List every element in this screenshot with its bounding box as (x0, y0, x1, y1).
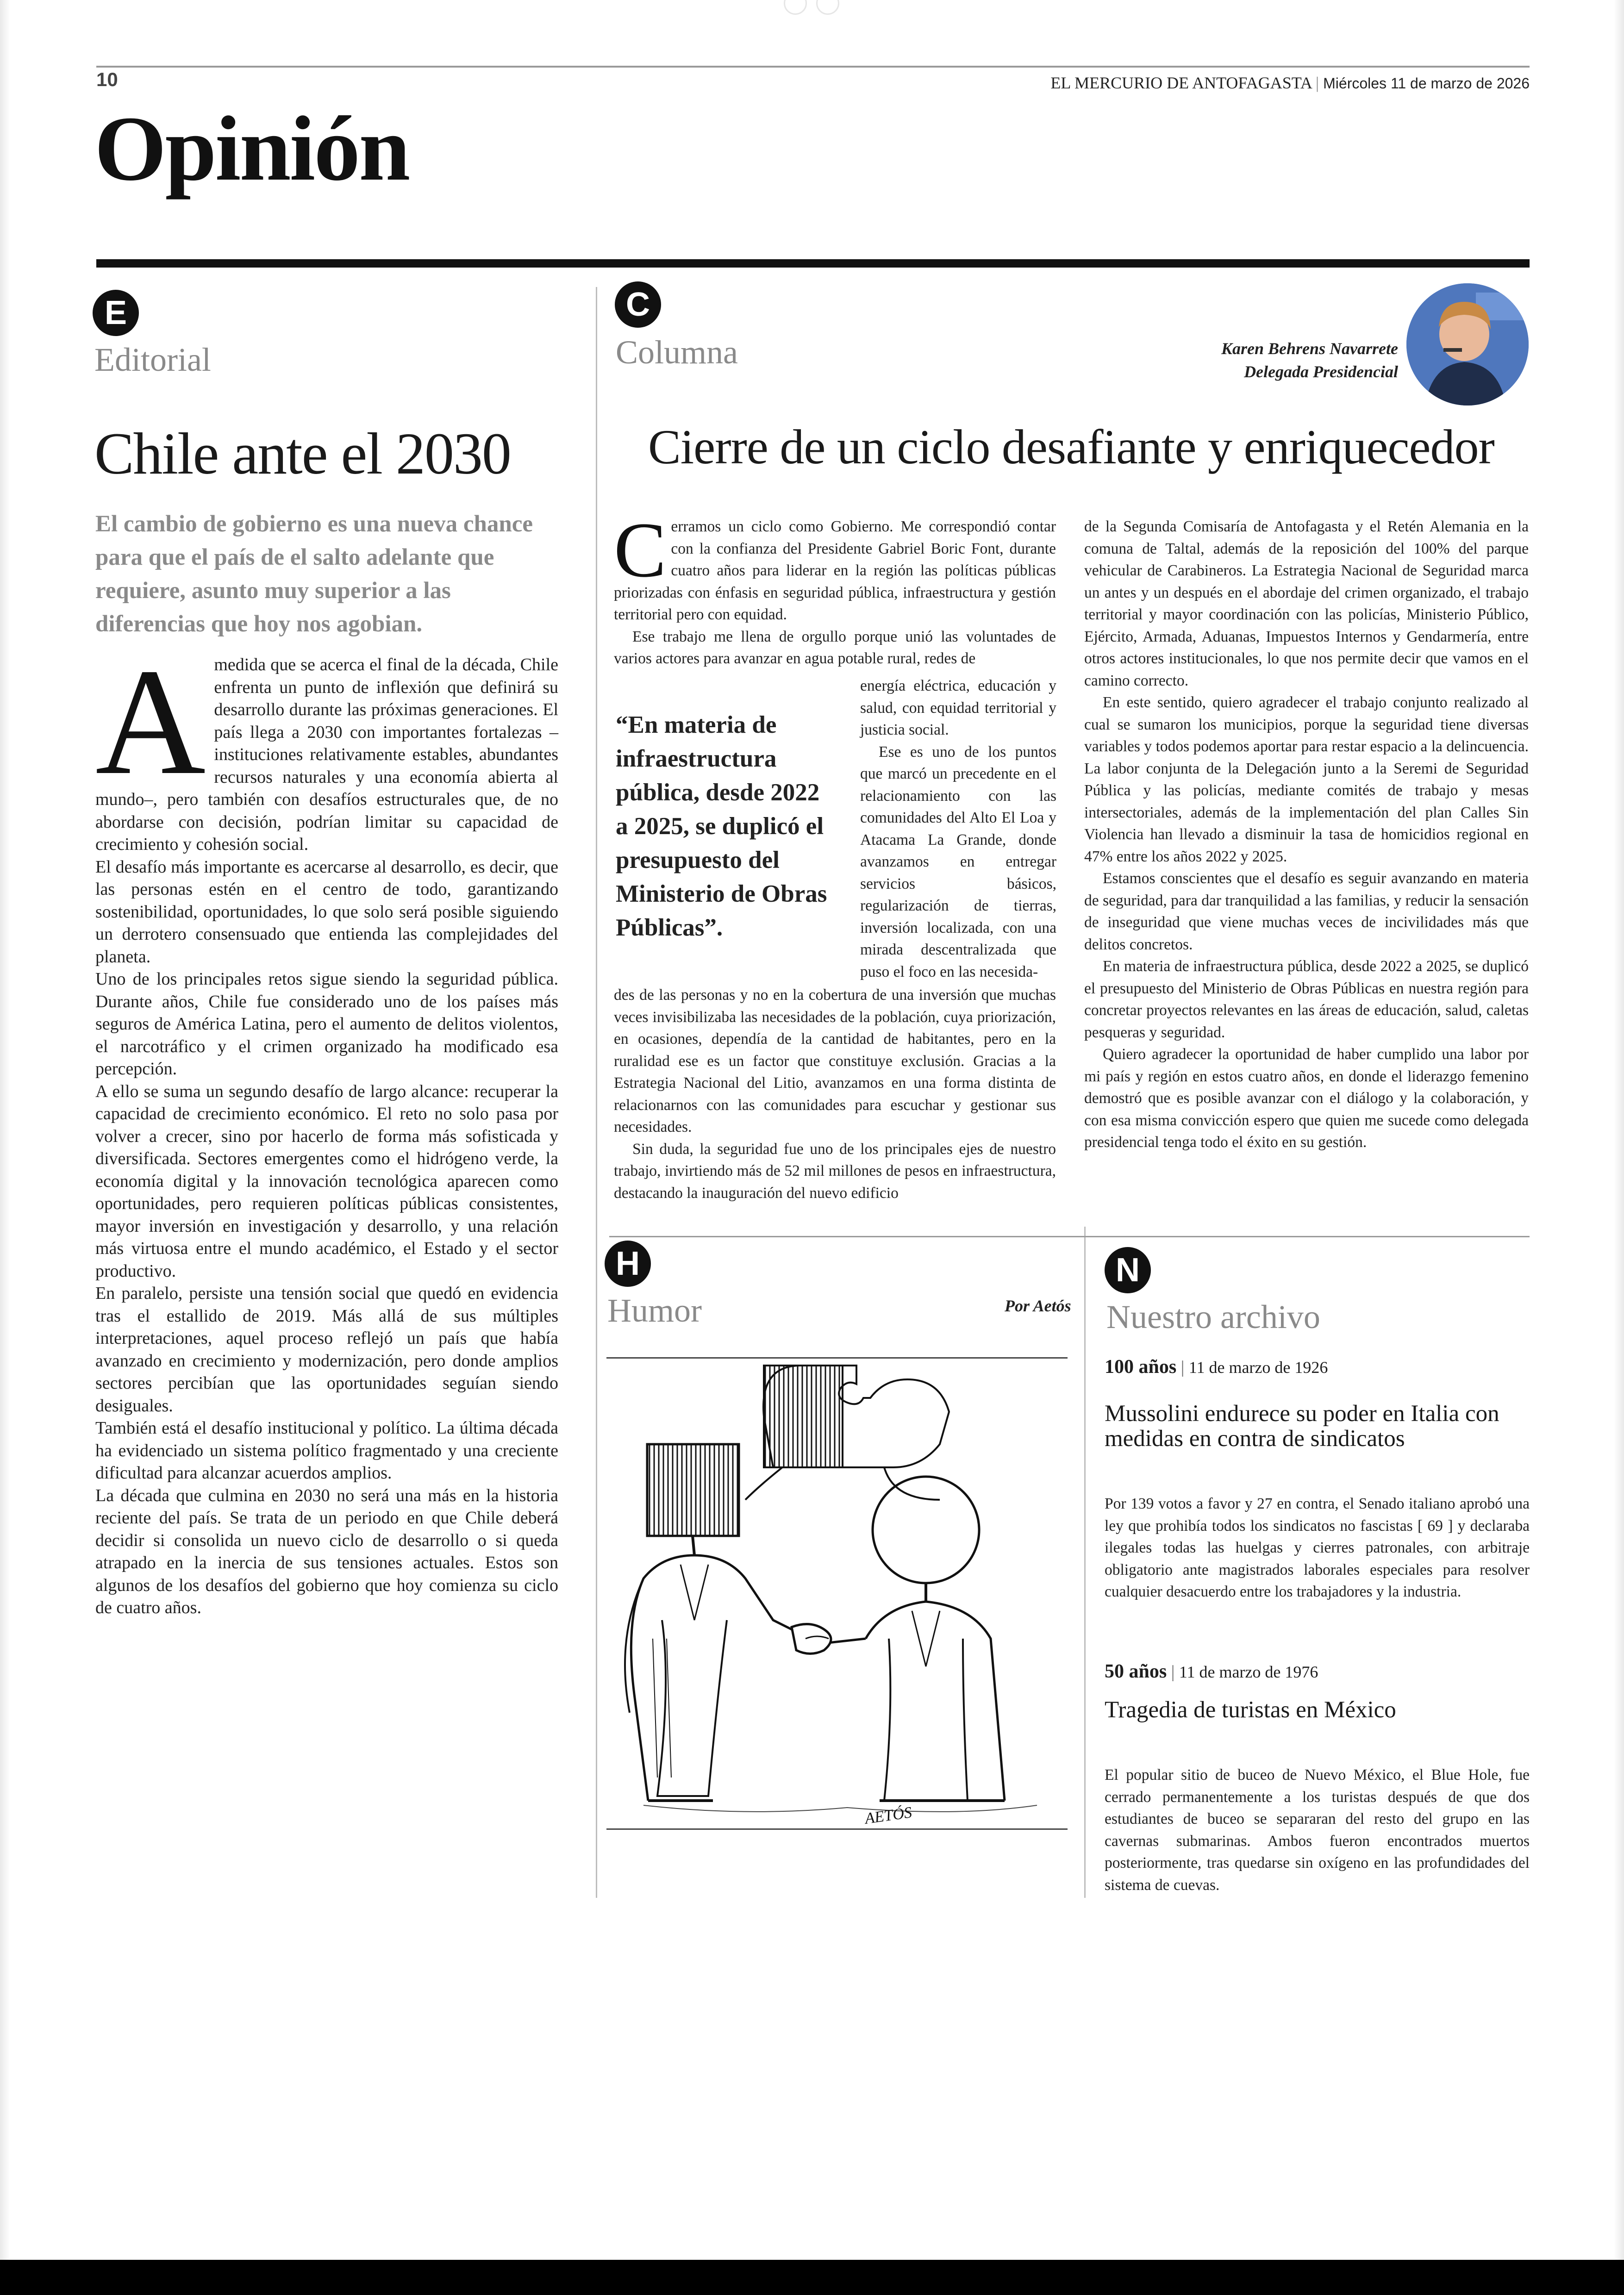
archive-headline: Tragedia de turistas en México (1105, 1697, 1396, 1723)
column-badge: C (615, 281, 661, 328)
editorial-badge: E (93, 290, 139, 336)
archive-years: 50 años (1105, 1661, 1167, 1682)
column-dropcap: C (614, 506, 667, 593)
column-paragraph: En este sentido, quiero agradecer el trabajo conjunto realizado al cual se sumaron los municipios, porque la seguridad tiene diversas variables y todos podemos aportar para restar espacio a la delincuencia. La labor conjunta de la Delegación junto a la Seremi de Seguridad Pública y las policías, mediante comités de trabajo y mesas intersectoriales, además de la implementación del plan Calles Sin Violencia han llevado a disminuir la tasa de homicidios regional en 47% entre los años 2022 y 2025. (1084, 694, 1529, 865)
editorial-paragraph: Uno de los principales retos sigue siendo la seguridad pública. Durante años, Chile fue considerado uno de los países más seguros de América Latina, pero el aumento de delitos violentos, el narcotráfico y el crimen organizado ha modificado esa percepción. (95, 969, 558, 1079)
column-body-side (860, 675, 1056, 983)
page-left-shadow (0, 0, 10, 2295)
archive-body: El popular sitio de buceo de Nuevo México, el Blue Hole, fue cerrado permanentemente a los turistas después de que dos estudiantes de buceo se separaran del resto del grupo en las cavernas submarinas. Ambos fueron encontrados muertos posteriormente, tras quedarse sin oxígeno en las profundidades del sistema de cuevas. (1105, 1766, 1530, 1894)
column-paragraph: Estamos conscientes que el desafío es seguir avanzando en materia de seguridad, para dar tranquilidad a las familias, y reducir la sensación de inseguridad que viene muchas veces de incivilidades más que delitos concretos. (1084, 870, 1529, 953)
archive-item-meta: 50 años | 11 de marzo de 1976 (1105, 1661, 1318, 1682)
column-paragraph: Quiero agradecer la oportunidad de haber cumplido una labor por mi país y región en estos cuatro años, en donde el liderazgo femenino demostró que es posible avanzar con el diálogo y la colaboración, y con esa misma convicción espero que quien me sucede como delegada presidencial tenga todo el éxito en su gestión. (1084, 1046, 1529, 1151)
humor-label: Humor (607, 1292, 702, 1329)
cartoon-signature: AETÓS (863, 1804, 913, 1827)
humor-top-rule (606, 1357, 1068, 1359)
editorial-deck: El cambio de gobierno es una nueva chance para que el país de el salto adelante que requiere, asunto muy superior a las diferencias que hoy nos agobian. (95, 511, 533, 637)
humor-byline: Por Aetós (1005, 1297, 1071, 1315)
editorial-paragraph: medida que se acerca el final de la década, Chile enfrenta un punto de inflexión que definirá su desarrollo durante las próximas generaciones. El país llega a 2030 con importantes fortalezas –instituciones relativamente estables, abundantes recursos naturales y una economía abierta al mundo–, pero también con desafíos estructurales que, de no abordarse con decisión, podrían limitar su capacidad de crecimiento y cohesión social. (95, 655, 558, 854)
column-label: Columna (616, 334, 738, 371)
column-body-right (1084, 516, 1529, 1154)
editorial-body (95, 637, 558, 1619)
archive-item (1105, 1660, 1530, 1896)
masthead: EL MERCURIO DE ANTOFAGASTA | Miércoles 11 de marzo de 2026 (1050, 74, 1530, 92)
editorial-paragraph: La década que culmina en 2030 no será una más en la historia reciente del país. Se trata de un periodo en que Chile deberá decidir si consolida un nuevo ciclo de desarrollo o si queda atrapado en la inercia de sus tensiones actuales. Estos son algunos de los desafíos del gobierno que hoy comienza su ciclo de cuatro años. (95, 1485, 558, 1617)
column-paragraph: des de las personas y no en la cobertura de una inversión que muchas veces invisibilizaba las necesidades de la población, cuya priorización, en ocasiones, dependía de la cantidad de habitantes, pero en la ruralidad ese es un factor que constituye exclusión. Gracias a la Estrategia Nacional del Litio, avanzamos en una forma distinta de relacionarnos con las comunidades para escuchar y gestionar sus necesidades. (614, 986, 1056, 1135)
humor-badge: H (605, 1241, 651, 1287)
column-body-bottom (614, 984, 1056, 1204)
column-divider-left (596, 287, 597, 1898)
column-paragraph: de la Segunda Comisaría de Antofagasta y el Retén Alemania en la comuna de Taltal, además de la reposición del 100% del parque vehicular de Carabineros. La Estrategia Nacional de Seguridad marca un antes y un después en el abordaje del crimen organizado, el trabajo territorial y mayor coordinación con las policías, Ministerio Público, Ejército, Armada, Aduanas, Impuestos Internos y Gendarmería, entre otros actores institucionales, lo que nos permite decir que vamos en el camino correcto. (1084, 518, 1529, 689)
archive-badge: N (1105, 1247, 1151, 1293)
header-top-rule (96, 66, 1530, 68)
archive-headline: Mussolini endurece su poder en Italia con medidas en contra de sindicatos (1105, 1401, 1499, 1452)
lower-section-rule (609, 1236, 1530, 1237)
column-headline: Cierre de un ciclo desafiante y enriquecedor (648, 420, 1494, 474)
archive-body: Por 139 votos a favor y 27 en contra, el Senado italiano aprobó una ley que prohibía todos los sindicatos no fascistas [ 69 ] y declaraba ilegales todas las huelgas y cierres patronales, con arbitraje obligatorio ante magistrados laborales especiales para resolver cualquier desacuerdo entre los trabajadores y la industria. (1105, 1495, 1530, 1600)
author-byline (1221, 337, 1398, 383)
editorial-paragraph: A ello se suma un segundo desafío de largo alcance: recuperar la capacidad de crecimiento económico. El reto no solo pasa por volver a crecer, sino por hacerlo de forma más sofisticada y diversificada. Sectores emergentes como el hidrógeno verde, la economía digital y la innovación tecnológica aparecen como oportunidades, pero requieren políticas públicas consistentes, mayor inversión en investigación y desarrollo, y una relación más virtuosa entre el mundo académico, el Estado y el sector productivo. (95, 1081, 558, 1281)
editorial-paragraph: También está el desafío institucional y político. La última década ha evidenciado un sistema político fragmentado y una creciente dificultad para alcanzar acuerdos amplios. (95, 1418, 558, 1483)
archive-item (1105, 1355, 1530, 1603)
page-number: 10 (96, 69, 118, 90)
bottom-bar (0, 2260, 1624, 2295)
humor-cartoon (606, 1361, 1068, 1827)
column-divider-right (1084, 1227, 1086, 1898)
page-top-indicator (784, 0, 839, 14)
humor-bottom-rule (606, 1828, 1068, 1830)
publication-name: EL MERCURIO DE ANTOFAGASTA (1050, 74, 1312, 92)
author-role: Delegada Presidencial (1244, 362, 1398, 381)
page-right-shadow (1614, 0, 1624, 2295)
archive-label: Nuestro archivo (1106, 1298, 1320, 1335)
column-body-top (614, 506, 1056, 670)
column-paragraph: energía eléctrica, educación y salud, con equidad territorial y justicia social. (860, 677, 1056, 738)
column-paragraph: Ese es uno de los puntos que marcó un precedente en el relacionamiento con las comunidades del Alto El Loa y Atacama La Grande, donde avanzamos en entregar servicios básicos, regularización de tierras, inversión localizada, con una mirada descentralizada que puso el foco en las necesida- (860, 743, 1056, 980)
column-paragraph: erramos un ciclo como Gobierno. Me correspondió contar con la confianza del Presidente Gabriel Boric Font, durante cuatro años para liderar en la región las políticas públicas priorizadas con énfasis en seguridad pública, infraestructura y gestión territorial pero con equidad. (614, 518, 1056, 623)
author-photo (1406, 283, 1529, 405)
author-name: Karen Behrens Navarrete (1221, 339, 1398, 358)
editorial-label: Editorial (94, 341, 211, 378)
column-paragraph: Ese trabajo me llena de orgullo porque unió las voluntades de varios actores para avanzar en agua potable rural, redes de (614, 628, 1056, 667)
editorial-paragraph: El desafío más importante es acercarse al desarrollo, es decir, que las personas estén en el centro de todo, garantizando sostenibilidad, oportunidades, lo que solo será posible siguiendo un derrotero consensuado que entienda las complejidades del planeta. (95, 857, 558, 967)
pull-quote: “En materia de infraestructura pública, desde 2022 a 2025, se duplicó el presupuesto del Ministerio de Obras Públicas”. (616, 711, 827, 941)
editorial-dropcap: A (95, 637, 206, 806)
archive-years: 100 años (1105, 1356, 1177, 1378)
archive-item-meta: 100 años | 11 de marzo de 1926 (1105, 1356, 1328, 1378)
section-title: Opinión (94, 98, 409, 200)
archive-date: 11 de marzo de 1926 (1188, 1358, 1328, 1377)
archive-date: 11 de marzo de 1976 (1179, 1663, 1318, 1681)
issue-date: Miércoles 11 de marzo de 2026 (1323, 75, 1530, 92)
header-thick-rule (96, 259, 1530, 268)
editorial-headline: Chile ante el 2030 (94, 421, 511, 486)
column-paragraph: Sin duda, la seguridad fue uno de los principales ejes de nuestro trabajo, invirtiendo más de 52 mil millones de pesos en infraestructura, destacando la inauguración del nuevo edificio (614, 1140, 1056, 1202)
editorial-paragraph: En paralelo, persiste una tensión social que quedó en evidencia tras el estallido de 2019. Más allá de sus múltiples interpretaciones, aquel proceso reflejó un país que había avanzado en crecimiento y modernización, pero donde amplios sectores percibían que las oportunidades seguían siendo desiguales. (95, 1284, 558, 1416)
column-paragraph: En materia de infraestructura pública, desde 2022 a 2025, se duplicó el presupuesto del Ministerio de Obras Públicas en nuestra región para concretar proyectos relevantes en las áreas de educación, salud, caletas pesqueras y seguridad. (1084, 958, 1529, 1041)
